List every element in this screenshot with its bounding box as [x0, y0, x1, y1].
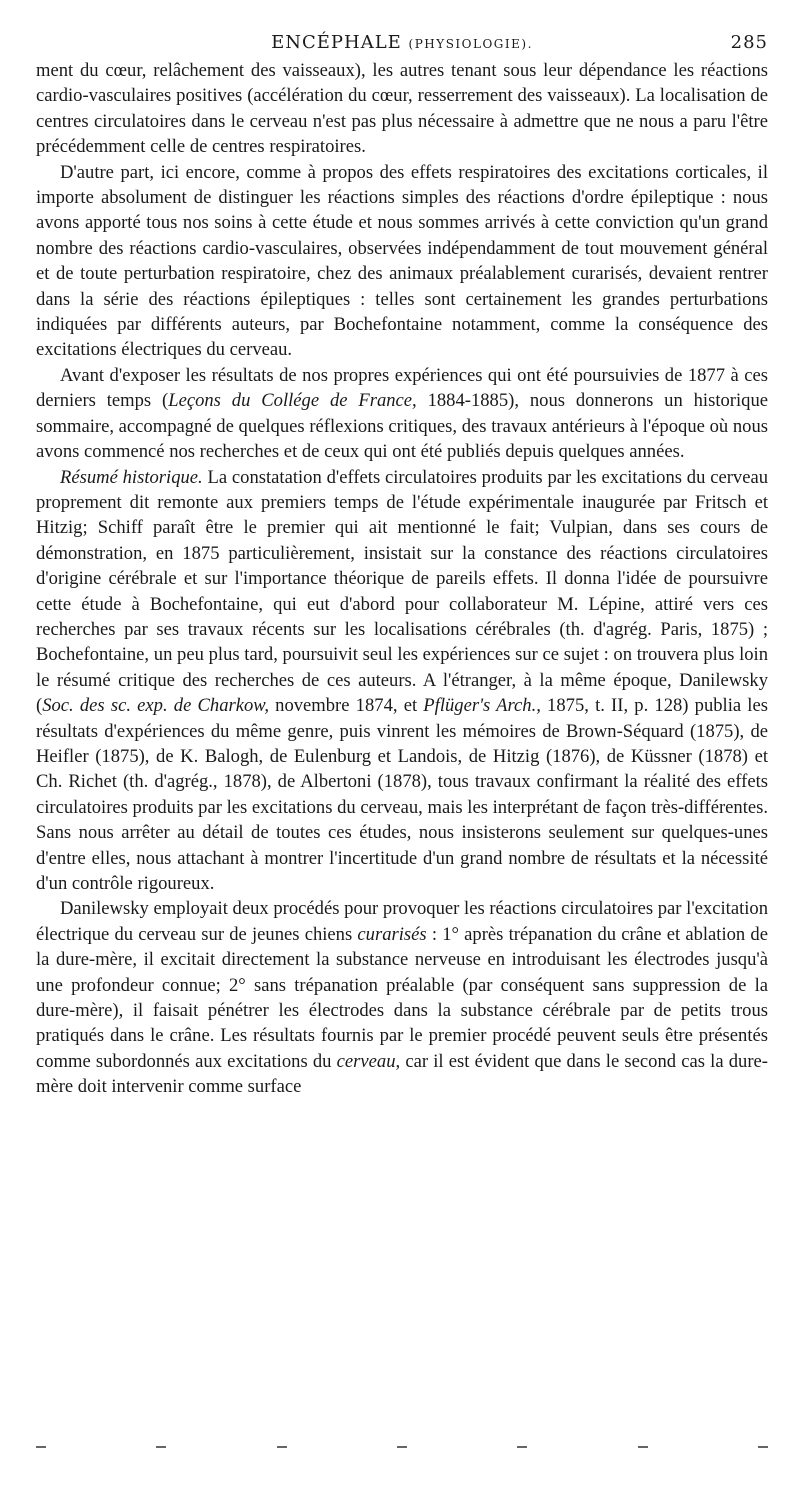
running-header [36, 28, 768, 58]
p3-text-a: Avant d'exposer les résultats de nos propres expériences qui ont été poursuivies de 1877 à ces derniers temps ( [36, 364, 768, 412]
p3-citation-italic: Leçons du Collége de France, [168, 390, 417, 412]
p4-text-a: La constatation d'effets circulatoires produits par les excitations du cerveau proprement dit remonte aux premiers temps de l'étude expérimentale inaugurée par Fritsch et Hitzig; Schiff paraît être le premier qui ait mentionné le fait; Vulpian, dans ses cours de démonstration, en 1875 particulièrement, insistait sur la constance des réactions circulatoires d'origine cérébrale et sur l'importance théorique de pareils effets. Il donna l'idée de poursuivre cette étude à Bochefontaine, qui eut d'abord pour collaborateur M. Lépine, attiré vers ces recherches par ses travaux récents sur les localisations cérébrales (th. d'agrég. Paris, 1875) ; Bochefontaine, un peu plus tard, poursuivit seul les expériences sur ce sujet : on trouvera plus loin le résumé critique des recherches de ces auteurs. A l'étranger, à la même époque, Danilewsky ( [36, 466, 769, 717]
scan-mark [517, 1446, 527, 1448]
running-title [36, 32, 768, 53]
scan-mark [277, 1446, 287, 1448]
p4-citation-italic-1: Soc. des sc. exp. de Charkow, [42, 695, 269, 717]
p3-text-b: 1884-1885), nous donnerons un historique sommaire, accompagné de quelques réflexions critiques, des travaux antérieurs à l'époque où nous avons commencé nos recherches et de ceux qui ont été publiés depuis quelques années. [36, 390, 768, 463]
p4-text-b: novembre 1874, et [268, 695, 424, 717]
p4-text-c: 1875, t. II, p. 128) publia les résultats d'expériences du même genre, puis vinrent les mémoires de Brown-Séquard (1875), de Heifler (1875), de K. Balogh, de Eulenburg et Landois, de Hitzig (1876), de Küssner (1878) et Ch. Richet (th. d'agrég., 1878), de Albertoni (1878), tous travaux confirmant la réalité des effets circulatoires produits par les excitations du cerveau, mais les interprétant de façon très-différentes. Sans nous arrêter au détail de toutes ces études, nous insisterons seulement sur quelques-unes d'entre elles, nous attachant à montrer l'incertitude d'un grand nombre de résultats et la nécessité d'un contrôle rigoureux. [36, 695, 768, 894]
p5-text-b: : 1° après trépanation du crâne et ablation de la dure-mère, il excitait directement la substance nerveuse en introduisant les électrodes jusqu'à une profondeur connue; 2° sans trépanation préalable (par conséquent sans suppression de la dure-mère), il faisait pénétrer les électrodes dans la substance cérébrale par de petits trous pratiqués dans le crâne. Les résultats fournis par le premier procédé peuvent seuls être présentés comme subordonnés aux excitations du [36, 923, 768, 1072]
scan-mark [36, 1446, 46, 1448]
paragraph-1: ment du cœur, relâchement des vaisseaux), les autres tenant sous leur dépendance les réactions cardio-vasculaires positives (accélération du cœur, resserrement des vaisseaux). La localisation de centres circulatoires dans le cerveau n'est pas plus nécessaire à admettre que ne nous a paru l'être précédemment celle de centres respiratoires. [36, 60, 768, 158]
section-heading-resume-historique: Résumé historique. [60, 466, 203, 488]
p5-text-c: car il est évident que dans le second cas la dure-mère doit intervenir comme surface [36, 1050, 768, 1098]
running-title-sub: (PHYSIOLOGIE). [408, 37, 533, 51]
p5-italic-2: cerveau, [336, 1050, 401, 1072]
scan-mark [397, 1446, 407, 1448]
scan-mark [156, 1446, 166, 1448]
p5-text-a: Danilewsky employait deux procédés pour provoquer les réactions circulatoires par l'excitation électrique du cerveau sur de jeunes chiens [36, 898, 768, 945]
page [36, 28, 768, 1100]
p4-citation-italic-2: Pflüger's Arch., [423, 695, 541, 717]
paragraph-3 [36, 363, 768, 465]
page-number: 285 [730, 32, 768, 53]
p5-italic-1: curarisés [357, 923, 427, 945]
running-title-main: ENCÉPHALE [271, 32, 402, 53]
paragraph-5 [36, 896, 768, 1099]
paragraph-4 [36, 465, 768, 897]
scan-mark [758, 1446, 768, 1448]
scan-mark [638, 1446, 648, 1448]
paragraph-2: D'autre part, ici encore, comme à propos des effets respiratoires des excitations corticales, il importe absolument de distinguer les réactions simples des réactions d'ordre épileptique : nous avons apporté tous nos soins à cette étude et nous sommes arrivés à cette conviction qu'un grand nombre des réactions cardio-vasculaires, observées indépendamment de tout mouvement général et de toute perturbation respiratoire, chez des animaux préalablement curarisés, devaient rentrer dans la série des réactions épileptiques : telles sont certainement les grandes perturbations indiquées par différents auteurs, par Bochefontaine notamment, comme la conséquence des excitations électriques du cerveau. [36, 161, 768, 361]
footer-scan-marks [36, 1446, 768, 1450]
